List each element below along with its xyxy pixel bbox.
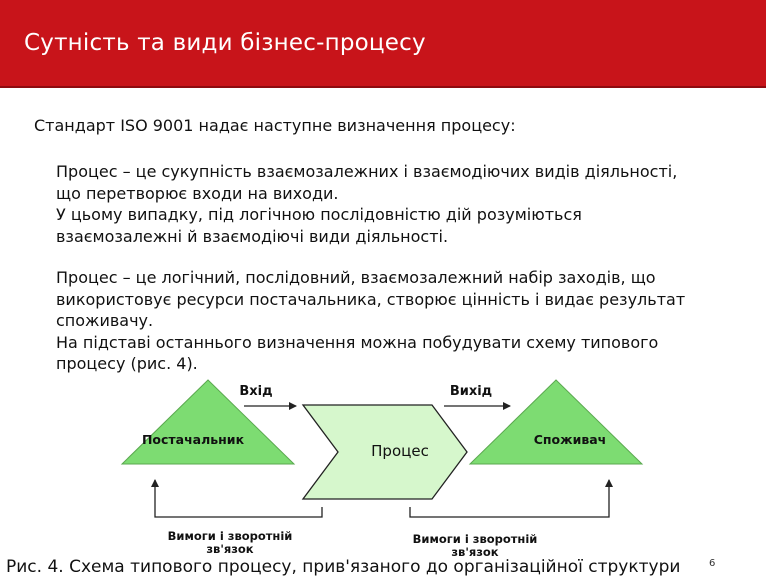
paragraph-line: використовує ресурси постачальника, створює цінність і видає результат — [56, 289, 686, 309]
paragraph-line: На підставі останнього визначення можна побудувати схему типового — [56, 332, 659, 352]
supplier-label: Постачальник — [141, 432, 245, 447]
feedback-label-left-line1: Вимоги і зворотній — [167, 529, 293, 543]
consumer-triangle — [470, 380, 642, 464]
consumer-label: Споживач — [533, 432, 607, 447]
output-label: Вихід — [449, 384, 493, 399]
feedback-label-right-line1: Вимоги і зворотній — [412, 532, 538, 546]
paragraph-line: Процес – це логічний, послідовний, взаємозалежний набір заходів, що — [56, 268, 656, 287]
page-number: 6 — [709, 558, 716, 569]
paragraph-line: Процес – це сукупність взаємозалежних і взаємодіючих видів діяльності, — [56, 162, 678, 181]
feedback-label-left-line2: зв'язок — [206, 542, 254, 556]
paragraph-line: У цьому випадку, під логічною послідовністю дій розуміються — [56, 205, 582, 224]
intro-text: Стандарт ISO 9001 надає наступне визначення процесу: — [34, 116, 516, 135]
paragraph-line: процесу (рис. 4). — [56, 354, 198, 373]
figure-caption: Рис. 4. Схема типового процесу, прив'язаного до організаційної структури — [6, 557, 681, 577]
page-title: Сутність та види бізнес-процесу — [24, 30, 426, 56]
paragraph-line: що перетворює входи на виходи. — [56, 183, 339, 203]
input-label: Вхід — [239, 384, 273, 399]
paragraph-line: взаємозалежні й взаємодіючі види діяльності. — [56, 226, 449, 246]
feedback-label-right-line2: зв'язок — [451, 545, 499, 559]
feedback-arrow-left — [155, 480, 322, 517]
process-label: Процес — [371, 442, 429, 460]
paragraph-line: споживачу. — [56, 311, 154, 330]
